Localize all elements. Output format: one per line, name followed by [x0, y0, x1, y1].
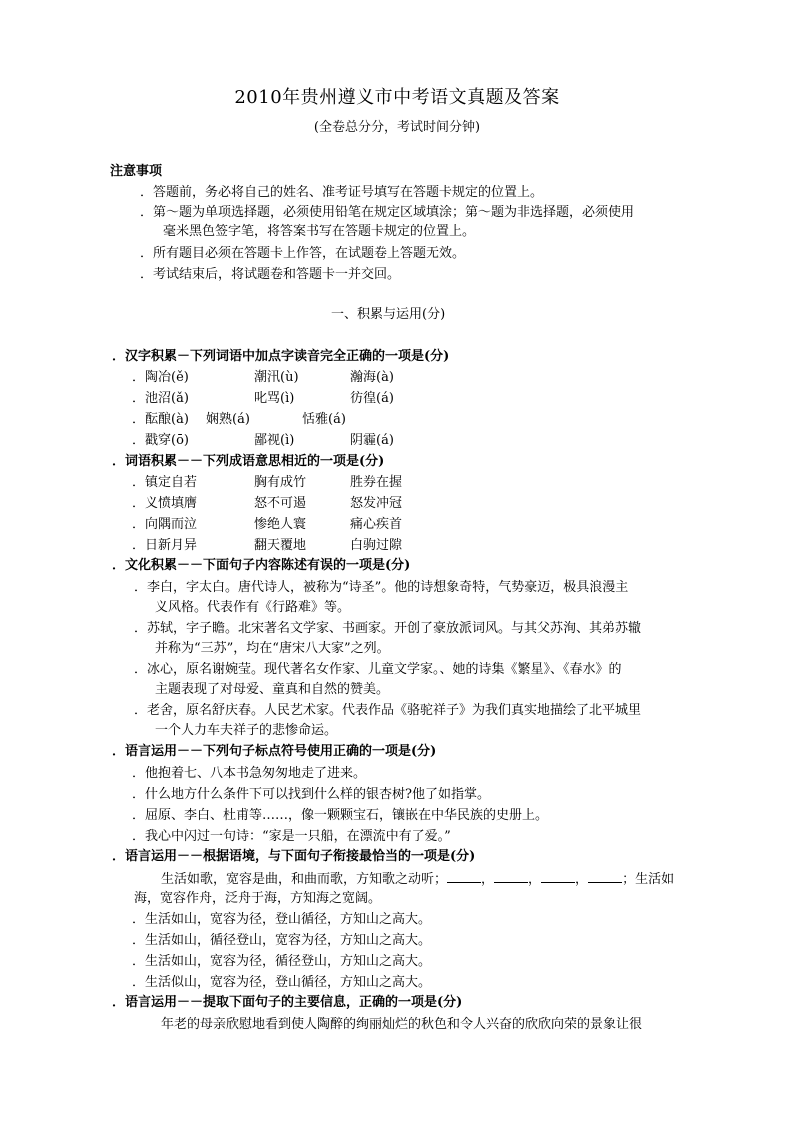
- option-a-word-1: ．镇定自若: [132, 475, 198, 490]
- passage-text: ；生活如: [622, 872, 675, 887]
- option-c-word-3: 恬雅(á): [302, 412, 346, 427]
- question-1-options-row: [132, 389, 394, 409]
- option-a-word-2: 胸有成竹: [254, 475, 307, 490]
- option-d-word-1: ．日新月异: [132, 538, 198, 553]
- question-3-option-b-cont: 并称为“三苏”，均在“唐宋八大家”之列。: [155, 641, 390, 656]
- question-4-option-d: ．我心中闪过一句诗：“家是一只船，在漂流中有了爱。”: [132, 829, 451, 844]
- question-5-option-a: ．生活如山，宽容为径，登山循径，方知山之高大。: [132, 912, 432, 927]
- question-4-option-b: ．什么地方什么条件下可以找到什么样的银杏树?他了如指掌。: [132, 787, 490, 802]
- option-c-word-1: ．酝酿(à): [132, 412, 189, 427]
- option-a-word-2: 潮汛(ù): [254, 370, 299, 385]
- notice-heading: 注意事项: [110, 164, 163, 179]
- answer-blank: [588, 869, 622, 883]
- question-3-option-d-cont: 一个人力车夫祥子的悲惨命运。: [155, 723, 338, 738]
- question-5-option-d: ．生活似山，宽容为径，登山循径，方知山之高大。: [132, 975, 432, 990]
- question-5-option-b: ．生活如山，循径登山，宽容为径，方知山之高大。: [132, 933, 432, 948]
- option-d-word-3: 白驹过隙: [350, 538, 403, 553]
- option-c-word-2: 惨绝人寰: [254, 517, 307, 532]
- option-c-word-3: 痛心疾首: [350, 517, 403, 532]
- option-c-word-2: 娴熟(á): [206, 412, 250, 427]
- option-b-word-2: 怒不可遏: [254, 496, 307, 511]
- notice-item-continued: 毫米黑色签字笔，将答案书写在答题卡规定的位置上。: [163, 224, 476, 239]
- question-5-option-c: ．生活如山，宽容为径，循径登山，方知山之高大。: [132, 954, 432, 969]
- question-1-options-row: [132, 431, 394, 451]
- question-1-options-row: [132, 410, 346, 430]
- notice-item: ．所有题目必须在答题卡上作答，在试题卷上答题无效。: [140, 246, 466, 261]
- answer-blank: [447, 869, 481, 883]
- question-3-option-d: ．老舍，原名舒庆春。人民艺术家。代表作品《骆驼祥子》为我们真实地描绘了北平城里: [134, 703, 642, 718]
- option-b-word-3: 彷徨(á): [350, 391, 394, 406]
- passage-text: 生活如歌，宽容是曲，和曲而歌，方知歌之动听；: [161, 872, 448, 887]
- question-2-options-row: [132, 473, 402, 493]
- question-1-options-row: [132, 368, 394, 388]
- notice-item: ．考试结束后，将试题卷和答题卡一并交回。: [140, 267, 401, 282]
- question-6-stem: ．语言运用－－提取下面句子的主要信息，正确的一项是(分): [112, 995, 463, 1010]
- question-3-option-c: ．冰心，原名谢婉莹。现代著名女作家、儿童文学家。、她的诗集《繁星》、《春水》的: [134, 662, 622, 677]
- question-3-option-a: ．李白，字太白。唐代诗人，被称为“诗圣”。他的诗想象奇特，气势豪迈，极具浪漫主: [134, 580, 629, 595]
- option-c-word-1: ．向隅而泣: [132, 517, 198, 532]
- question-4-stem: ．语言运用－－下列句子标点符号使用正确的一项是(分): [112, 744, 437, 759]
- question-3-option-b: ．苏轼，字子瞻。北宋著名文学家、书画家。开创了豪放派词风。与其父苏洵、其弟苏辙: [134, 621, 642, 636]
- question-6-passage: 年老的母亲欣慰地看到使人陶醉的绚丽灿烂的秋色和令人兴奋的欣欣向荣的景象让很: [161, 1017, 643, 1032]
- answer-blank: [494, 869, 528, 883]
- question-2-options-row: [132, 494, 402, 514]
- option-a-word-3: 胜券在握: [350, 475, 403, 490]
- page-title: 2010年贵州遵义市中考语文真题及答案: [234, 87, 560, 108]
- comma: ，: [575, 872, 589, 887]
- answer-blank: [541, 869, 575, 883]
- question-4-option-a: ．他抱着七、八本书急匆匆地走了进来。: [132, 766, 367, 781]
- option-a-word-1: ．陶冶(ě): [132, 370, 189, 385]
- question-3-option-a-cont: 义风格。代表作有《行路难》等。: [155, 600, 351, 615]
- option-d-word-2: 翻天覆地: [254, 538, 307, 553]
- option-d-word-3: 阴霾(á): [350, 433, 394, 448]
- option-b-word-2: 叱骂(ì): [254, 391, 295, 406]
- comma: ，: [481, 872, 495, 887]
- question-5-passage-line-1: [161, 869, 674, 890]
- option-b-word-3: 怒发冲冠: [350, 496, 403, 511]
- notice-item: ．第～题为单项选择题，必须使用铅笔在规定区域填涂；第～题为非选择题，必须使用: [140, 205, 635, 220]
- option-d-word-1: ．戳穿(ō): [132, 433, 189, 448]
- notice-item: ．答题前，务必将自己的姓名、准考证号填写在答题卡规定的位置上。: [140, 185, 544, 200]
- option-b-word-1: ．义愤填膺: [132, 496, 198, 511]
- question-2-options-row: [132, 515, 402, 535]
- question-2-options-row: [132, 536, 402, 556]
- section-title: 一、积累与运用(分): [331, 307, 446, 322]
- question-4-option-c: ．屈原、李白、杜甫等……，像一颗颗宝石，镶嵌在中华民族的史册上。: [132, 808, 549, 823]
- page-subtitle: (全卷总分分，考试时间分钟): [313, 120, 481, 135]
- option-a-word-3: 瀚海(à): [350, 370, 394, 385]
- question-3-option-c-cont: 主题表现了对母爱、童真和自然的赞美。: [155, 682, 390, 697]
- comma: ，: [528, 872, 542, 887]
- question-2-stem: ．词语积累－－下列成语意思相近的一项是(分): [112, 454, 385, 469]
- question-5-passage-line-2: 海，宽容作舟，泛舟于海，方知海之宽阔。: [134, 891, 382, 906]
- question-3-stem: ．文化积累－－下面句子内容陈述有误的一项是(分): [112, 558, 411, 573]
- question-1-stem: ．汉字积累－下列词语中加点字读音完全正确的一项是(分): [112, 349, 450, 364]
- option-d-word-2: 鄙视(ì): [254, 433, 295, 448]
- question-5-stem: ．语言运用－－根据语境，与下面句子衔接最恰当的一项是(分): [112, 849, 476, 864]
- option-b-word-1: ．池沼(ǎ): [132, 391, 189, 406]
